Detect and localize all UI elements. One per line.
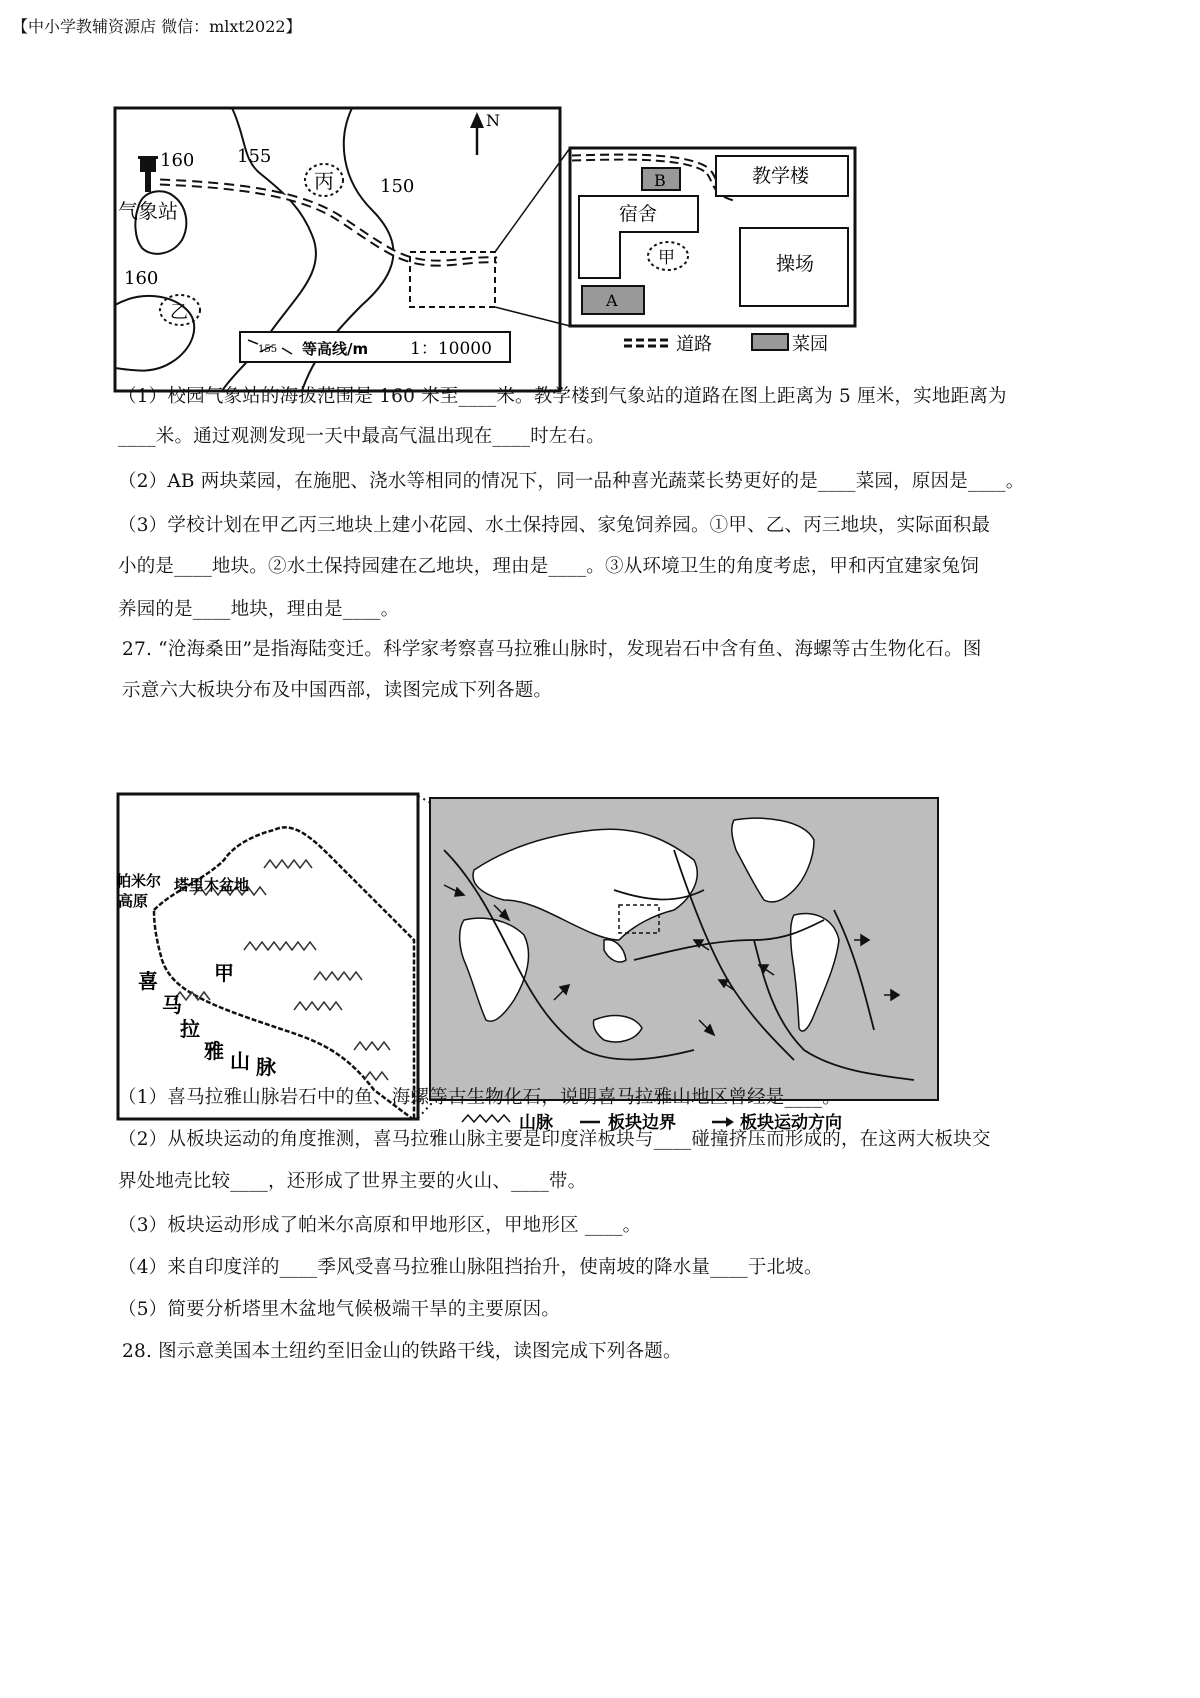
q27-line-3: 界处地壳比较____，还形成了世界主要的火山、____带。 bbox=[118, 1171, 587, 1192]
q26-line-6: 养园的是____地块，理由是____。 bbox=[118, 599, 400, 620]
q26-line-3: （2）AB 两块菜园，在施肥、浇水等相同的情况下，同一品种喜光蔬菜长势更好的是____菜园，原因是____。 bbox=[118, 471, 1025, 492]
legend-mountain-symbol bbox=[462, 1115, 510, 1122]
pamir-label-line-1: 帕米尔 bbox=[116, 872, 162, 890]
north-label: N bbox=[486, 111, 500, 130]
region-jia-label: 甲 bbox=[214, 961, 234, 985]
contour-label-155: 155 bbox=[237, 146, 272, 167]
legend-contour-label: 等高线/m bbox=[302, 340, 369, 358]
sports-field-label: 操场 bbox=[776, 253, 815, 275]
himalaya-char-6: 脉 bbox=[256, 1055, 276, 1079]
legend-motion-label: 板块运动方向 bbox=[740, 1113, 842, 1133]
himalaya-char-4: 雅 bbox=[204, 1039, 224, 1063]
himalaya-char-1: 喜 bbox=[138, 969, 158, 993]
garden-a-label: A bbox=[606, 291, 618, 310]
tarim-basin-label: 塔里木盆地 bbox=[174, 876, 250, 894]
pamir-label-line-2: 高原 bbox=[118, 892, 149, 910]
weather-station-label: 气象站 bbox=[118, 199, 178, 223]
himalaya-char-3: 拉 bbox=[180, 1017, 200, 1041]
q27-line-1: （1）喜马拉雅山脉岩石中的鱼、海螺等古生物化石，说明喜马拉雅山地区曾经是____。 bbox=[118, 1087, 841, 1108]
teaching-building-label: 教学楼 bbox=[752, 165, 810, 187]
legend-mountain-label: 山脉 bbox=[519, 1113, 553, 1133]
q26-line-2: ____米。通过观测发现一天中最高气温出现在____时左右。 bbox=[118, 426, 606, 447]
q26-line-4: （3）学校计划在甲乙丙三地块上建小花园、水土保持园、家兔饲养园。①甲、乙、丙三地块，实际面积最 bbox=[118, 515, 991, 536]
campus-contour-map bbox=[112, 100, 932, 400]
q27-intro-line-1: 27. “沧海桑田”是指海陆变迁。科学家考察喜马拉雅山脉时，发现岩石中含有鱼、海螺等古生物化石。图 bbox=[122, 639, 982, 660]
q27-line-4: （3）板块运动形成了帕米尔高原和甲地形区，甲地形区 ____。 bbox=[118, 1215, 642, 1236]
plot-jia-label: 甲 bbox=[658, 248, 675, 268]
dormitory-label: 宿舍 bbox=[619, 203, 658, 225]
contour-label-160-a: 160 bbox=[160, 150, 195, 171]
plot-yi-label: 乙 bbox=[170, 302, 188, 323]
q26-line-5: 小的是____地块。②水土保持园建在乙地块，理由是____。③从环境卫生的角度考虑，甲和丙宜建家兔饲 bbox=[118, 556, 980, 577]
page-header: 【中小学教辅资源店 微信：mlxt2022】 bbox=[12, 17, 302, 36]
garden-b-label: B bbox=[654, 171, 666, 190]
q27-line-5: （4）来自印度洋的____季风受喜马拉雅山脉阻挡抬升，使南坡的降水量____于北坡。 bbox=[118, 1257, 823, 1278]
q26-line-1: （1）校园气象站的海拔范围是 160 米至____米。教学楼到气象站的道路在图上距离为 5 厘米，实地距离为 bbox=[118, 386, 1007, 407]
legend-road-label: 道路 bbox=[676, 334, 712, 355]
q27-line-2: （2）从板块运动的角度推测，喜马拉雅山脉主要是印度洋板块与____碰撞挤压而形成的，在这两大板块交 bbox=[118, 1129, 991, 1150]
legend-garden-label: 菜园 bbox=[792, 334, 828, 355]
legend-boundary-label: 板块边界 bbox=[608, 1113, 676, 1133]
map-scale: 1：10000 bbox=[410, 339, 492, 359]
plot-bing-label: 丙 bbox=[314, 169, 334, 193]
contour-label-150: 150 bbox=[380, 176, 415, 197]
legend-garden-symbol bbox=[752, 334, 788, 350]
legend-road-symbol bbox=[624, 340, 672, 346]
himalaya-char-2: 马 bbox=[162, 993, 182, 1017]
q28-intro: 28. 图示意美国本土纽约至旧金山的铁路干线，读图完成下列各题。 bbox=[122, 1341, 682, 1362]
contour-label-160-b: 160 bbox=[124, 268, 159, 289]
legend-contour-value: 155 bbox=[258, 344, 278, 355]
q27-line-6: （5）简要分析塔里木盆地气候极端干旱的主要原因。 bbox=[118, 1299, 561, 1320]
himalaya-char-5: 山 bbox=[230, 1049, 250, 1073]
q27-intro-line-2: 示意六大板块分布及中国西部，读图完成下列各题。 bbox=[122, 680, 553, 701]
